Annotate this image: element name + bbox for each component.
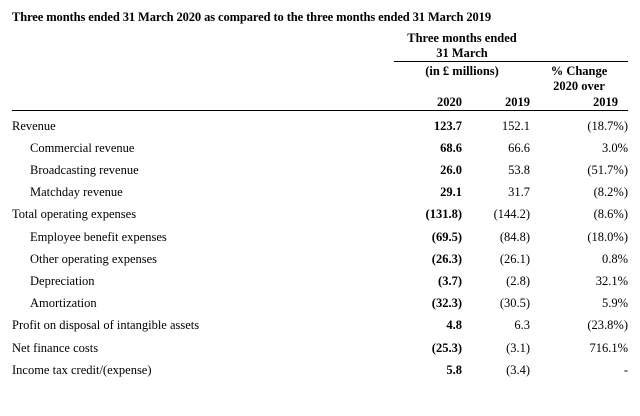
header-blank-9 [12, 94, 394, 111]
row-label: Depreciation [30, 273, 95, 288]
header-row-period2 [12, 46, 628, 62]
row-label: Employee benefit expenses [30, 229, 167, 244]
header-row-period [12, 31, 628, 46]
row-value-2019: 53.8 [508, 162, 531, 177]
header-blank-5 [12, 62, 394, 80]
row-value-2019: 66.6 [508, 140, 531, 155]
row-change: (23.8%) [587, 318, 629, 333]
header-blank-8 [462, 79, 530, 94]
row-value-2019: 6.3 [514, 318, 531, 333]
row-value-2019: (144.2) [493, 207, 531, 222]
row-value-2020: (131.8) [425, 207, 462, 222]
row-value-2020: 29.1 [440, 185, 462, 200]
row-label: Revenue [12, 118, 56, 133]
row-label: Other operating expenses [30, 251, 158, 266]
table-row [12, 270, 628, 292]
row-change: (8.6%) [593, 207, 629, 222]
table-row [12, 314, 628, 336]
row-value-2020: 123.7 [433, 118, 462, 133]
row-value-2019: (3.4) [506, 362, 531, 377]
header-change-line2: 2019 [530, 94, 628, 111]
row-value-2019: 31.7 [508, 185, 531, 200]
table-row [12, 115, 628, 137]
row-value-2020: 26.0 [440, 162, 462, 177]
header-row-change1 [12, 79, 628, 94]
header-blank-3 [12, 46, 394, 62]
header-change-label: % Change [530, 62, 628, 80]
header-blank-2 [530, 31, 628, 46]
header-col-2019: 2019 [462, 94, 530, 111]
row-label: Broadcasting revenue [30, 162, 139, 177]
row-value-2019: (30.5) [499, 296, 531, 311]
table-row [12, 181, 628, 203]
row-change: - [623, 362, 629, 377]
row-change: (18.7%) [587, 118, 629, 133]
row-value-2019: 152.1 [501, 118, 531, 133]
table-body [12, 115, 628, 381]
table-row [12, 359, 628, 381]
row-label: Total operating expenses [12, 207, 137, 222]
row-value-2020: (3.7) [438, 273, 462, 288]
header-row-years [12, 94, 628, 111]
row-change: 32.1% [595, 273, 629, 288]
header-row-units [12, 62, 628, 80]
row-label: Amortization [30, 296, 97, 311]
row-change: (18.0%) [587, 229, 629, 244]
row-label: Net finance costs [12, 340, 99, 355]
row-value-2019: (3.1) [506, 340, 531, 355]
row-value-2020: (69.5) [431, 229, 462, 244]
page-title: Three months ended 31 March 2020 as compared to the three months ended 31 March 2019 [12, 10, 491, 24]
table-row [12, 137, 628, 159]
row-label: Income tax credit/(expense) [12, 362, 152, 377]
row-value-2020: (25.3) [431, 340, 462, 355]
header-change-line1: 2020 over [553, 79, 605, 93]
row-value-2019: (84.8) [499, 229, 531, 244]
table-header [12, 31, 628, 115]
row-value-2020: (32.3) [431, 296, 462, 311]
table-row [12, 292, 628, 314]
header-period-line1: Three months ended [407, 31, 517, 45]
row-value-2019: (2.8) [506, 273, 531, 288]
table-row [12, 159, 628, 181]
row-value-2020: 4.8 [446, 318, 462, 333]
table-row [12, 337, 628, 359]
row-value-2020: (26.3) [431, 251, 462, 266]
row-change: 5.9% [601, 296, 629, 311]
row-label: Matchday revenue [30, 185, 123, 200]
document-page [0, 10, 640, 416]
table-row [12, 248, 628, 270]
table-row [12, 226, 628, 248]
row-change: 0.8% [601, 251, 629, 266]
financial-summary-table [12, 31, 628, 381]
header-units: (in £ millions) [394, 62, 530, 80]
table-row [12, 203, 628, 225]
row-change: (51.7%) [587, 162, 629, 177]
row-label: Commercial revenue [30, 140, 135, 155]
header-blank-1 [12, 31, 394, 46]
row-change: 716.1% [589, 340, 629, 355]
row-change: (8.2%) [593, 185, 629, 200]
header-blank-4 [530, 46, 628, 62]
row-value-2020: 5.8 [446, 362, 462, 377]
header-blank-7 [394, 79, 462, 94]
row-change: 3.0% [601, 140, 629, 155]
row-label: Profit on disposal of intangible assets [12, 318, 200, 333]
header-period-line2: 31 March [436, 46, 488, 60]
header-col-2020: 2020 [394, 94, 462, 111]
row-value-2020: 68.6 [440, 140, 462, 155]
row-value-2019: (26.1) [499, 251, 531, 266]
header-blank-6 [12, 79, 394, 94]
